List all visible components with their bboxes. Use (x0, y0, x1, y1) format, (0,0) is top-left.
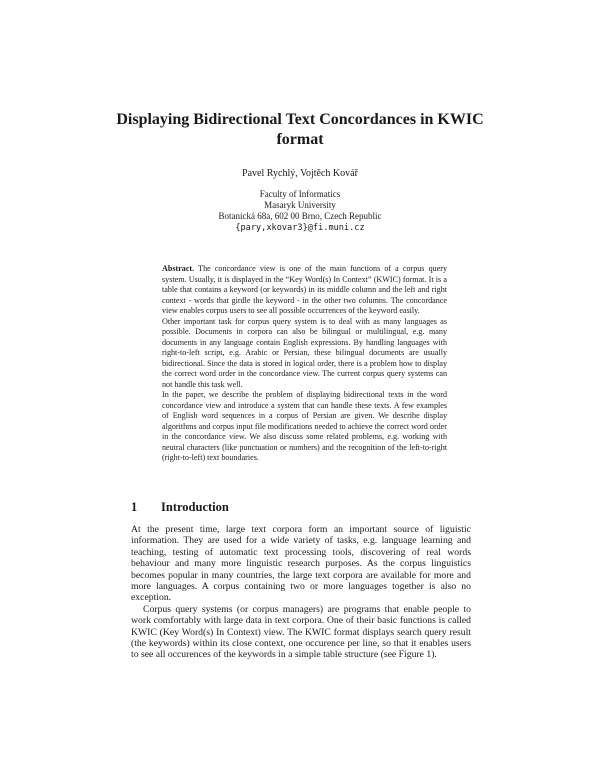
affiliation-address: Botanická 68a, 602 00 Brno, Czech Republic (218, 211, 382, 222)
abstract-label: Abstract. (162, 264, 195, 273)
paper-title: Displaying Bidirectional Text Concordances in KWIC format (116, 111, 484, 148)
affiliation-block (100, 189, 500, 234)
section-body (131, 524, 471, 661)
affiliation-university: Masaryk University (264, 200, 336, 211)
abstract-text: The concordance view is one of the main functions of a corpus query system. Usually, it is displayed in the “Key Word(s) In Context” (KWIC) format. It is a table that contains a keyword (or keywords) in its middle column and the left and right context - words that girdle the keyword - in the other two columns. The concordance view enables corpus users to see all possible occurrences of the keyword easily. (162, 264, 447, 315)
abstract-paragraph: In the paper, we describe the problem of displaying bidirectional texts in the word concordance view and introduce a system that can handle these texts. A few examples of English word sequences in a corpus of Persian are given. We describe display algorithms and corpus input file modifications needed to achieve the correct word order in the concordance view. We also discuss some related problems, e.g. working with neutral characters (like punctuation or numbers) and the recognition of the left-to-right (right-to-left) text boundaries. (162, 390, 447, 462)
affiliation-faculty: Faculty of Informatics (259, 189, 341, 199)
abstract-block (162, 264, 447, 464)
affiliation-email: {pary,xkovar3}@fi.muni.cz (235, 222, 365, 233)
abstract-paragraph: Other important task for corpus query system is to deal with as many languages as possible. Documents in corpora can also be bilingual or multilingual, e.g. many documents in any language contain English expressions. By handling languages with right-to-left script, e.g. Arabic or Persian, these bilingual documents are usually bidirectional. Since the data is stored in logical order, there is a problem how to display the correct word order in the concordance view. The current corpus query systems can not handle this task well. (162, 316, 447, 389)
section-heading (131, 500, 229, 514)
section-title: Introduction (161, 500, 229, 514)
section-number: 1 (131, 500, 138, 514)
paper-authors: Pavel Rychlý, Vojtěch Kovář (242, 168, 358, 179)
body-paragraph: At the present time, large text corpora form an important source of liguistic information. They are used for a wide variety of tasks, e.g. language learning and teaching, testing of automatic text processing tools, discovering of real words behaviour and many more linguistic research purposes. As the corpus linguistics becomes popular in many countries, the large text corpora are available for more and more languages. A corpus containing two or more languages together is also no exception. (131, 524, 471, 604)
body-paragraph: Corpus query systems (or corpus managers) are programs that enable people to work comfortably with large data in text corpora. One of their basic functions is called KWIC (Key Word(s) In Context) view. The KWIC format displays search query result (the keywords) within its close context, one occurence per line, so that it enables users to see all occurences of the keywords in a simple table structure (see Figure 1). (131, 603, 471, 661)
abstract-paragraph (162, 264, 447, 317)
